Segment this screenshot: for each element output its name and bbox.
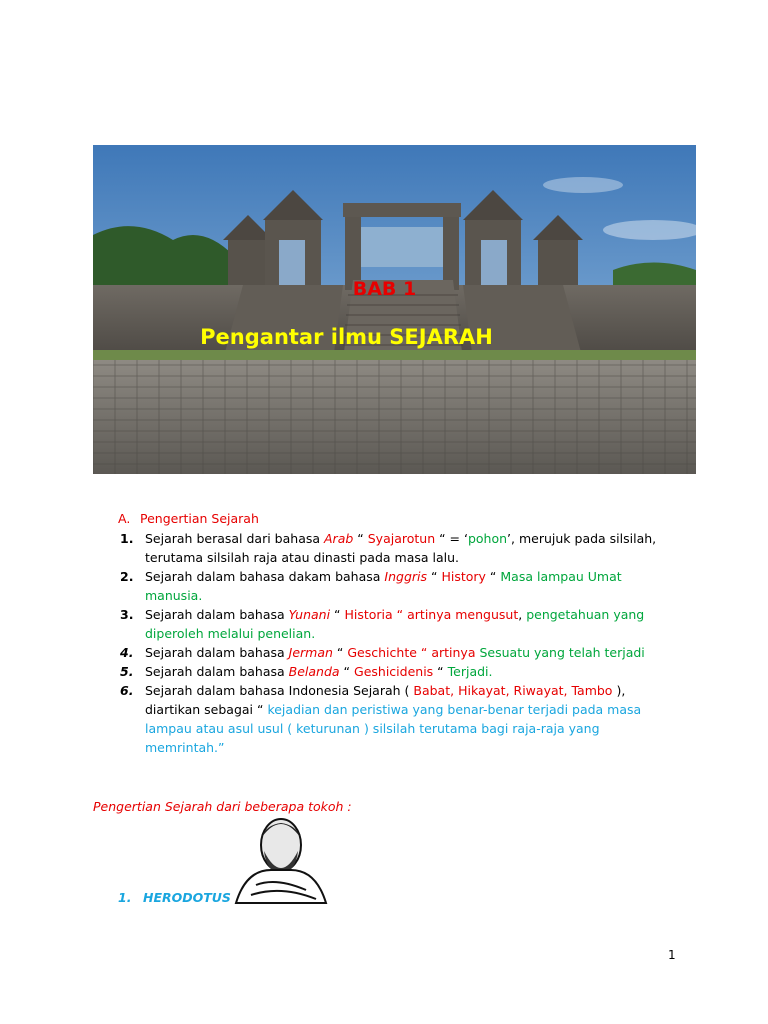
definition-item xyxy=(120,662,680,681)
definition-text: Masa lampau Umat manusia. xyxy=(145,569,622,603)
chapter-label: BAB 1 xyxy=(352,278,417,300)
definition-item xyxy=(120,643,680,662)
definition-text: pohon xyxy=(467,531,508,546)
hero-photo xyxy=(93,145,696,474)
definition-text: “ xyxy=(353,531,368,546)
definition-text: “ xyxy=(433,664,448,679)
definition-item-number: 6. xyxy=(120,683,134,698)
definition-text: Belanda xyxy=(288,664,340,679)
temple-gate-image xyxy=(93,145,696,474)
definition-text: Historia “ artinya mengusut xyxy=(344,607,519,622)
definition-text: Terjadi. xyxy=(447,664,493,679)
page-number: 1 xyxy=(668,948,676,962)
tokoh-item-name: HERODOTUS xyxy=(143,890,231,905)
definition-text: kejadian dan peristiwa yang benar-benar terjadi pada masa lampau atau asul usul ( keturunan ) silsilah terutama bagi raja-raja yang memrintah.” xyxy=(145,702,642,755)
definition-text: pengetahuan yang diperoleh melalui penelian. xyxy=(145,607,645,641)
definition-text: Sesuatu yang telah terjadi xyxy=(479,645,645,660)
definition-text: Sejarah dalam bahasa dakam bahasa xyxy=(145,569,385,584)
definition-item-number: 1. xyxy=(120,531,134,546)
definition-text: Jerman xyxy=(288,645,333,660)
definition-text: “ xyxy=(339,664,355,679)
definition-text: “ xyxy=(330,607,345,622)
definition-text: “ xyxy=(427,569,442,584)
definition-text: , xyxy=(518,607,527,622)
definition-item-number: 5. xyxy=(120,664,134,679)
definition-item-number: 3. xyxy=(120,607,134,622)
definition-item xyxy=(120,681,680,757)
definition-text: Inggris xyxy=(384,569,428,584)
definition-item xyxy=(120,605,680,643)
definition-text: Arab xyxy=(324,531,354,546)
definition-text: “ xyxy=(332,645,348,660)
definition-item-number: 2. xyxy=(120,569,134,584)
definition-text: Babat, Hikayat, Riwayat, Tambo xyxy=(413,683,613,698)
definition-item xyxy=(120,567,680,605)
chapter-title: Pengantar ilmu SEJARAH xyxy=(200,325,493,349)
tokoh-item-number: 1. xyxy=(118,890,132,905)
definition-text: “ = ‘ xyxy=(435,531,468,546)
section-title: Pengertian Sejarah xyxy=(140,511,259,526)
definition-text: History xyxy=(441,569,486,584)
tokoh-item xyxy=(118,890,231,905)
section-heading xyxy=(118,511,259,526)
definition-list xyxy=(120,529,680,757)
definition-text: Geshicidenis xyxy=(354,664,434,679)
definition-item-number: 4. xyxy=(120,645,134,660)
definition-text: ’, merujuk pada silsilah, terutama silsilah raja atau dinasti pada masa lalu. xyxy=(145,531,657,565)
tokoh-heading: Pengertian Sejarah dari beberapa tokoh : xyxy=(93,799,352,814)
definition-text: Yunani xyxy=(288,607,331,622)
definition-text: Geschichte “ artinya xyxy=(347,645,476,660)
definition-text: Sejarah dalam bahasa Indonesia Sejarah ( xyxy=(145,683,414,698)
definition-text: Sejarah dalam bahasa xyxy=(145,664,289,679)
section-letter: A. xyxy=(118,511,131,526)
definition-text: Sejarah berasal dari bahasa xyxy=(145,531,324,546)
definition-text: ), diartikan sebagai “ xyxy=(145,683,626,717)
definition-text: “ xyxy=(485,569,501,584)
definition-text: Sejarah dalam bahasa xyxy=(145,645,289,660)
herodotus-bust-image xyxy=(226,815,336,907)
definition-text: Sejarah dalam bahasa xyxy=(145,607,289,622)
definition-item xyxy=(120,529,680,567)
definition-text: Syajarotun xyxy=(367,531,436,546)
